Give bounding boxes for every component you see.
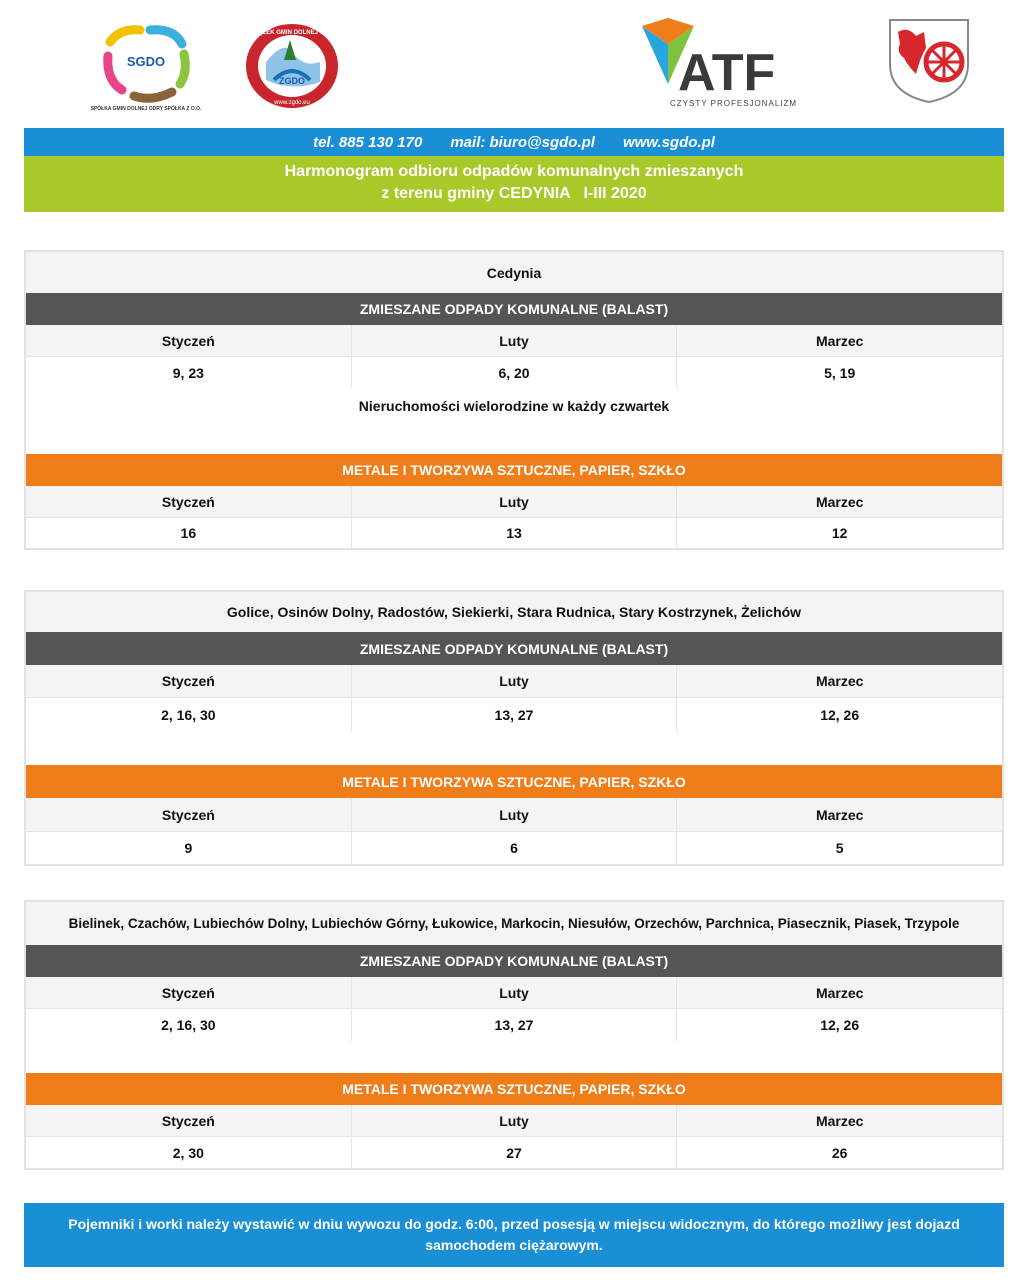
contact-phone[interactable]: tel. 885 130 170 — [313, 133, 423, 151]
zgdo-logo-graphic — [244, 22, 340, 110]
mixed-waste-label: ZMIESZANE ODPADY KOMUNALNE (BALAST) — [359, 301, 669, 317]
recycle-label: METALE I TWORZYWA SZTUCZNE, PAPIER, SZKŁO — [342, 462, 686, 478]
date-cell-february: 6, 20 — [352, 357, 678, 388]
mixed-waste-header — [26, 632, 1002, 665]
month-february: Luty — [352, 798, 678, 831]
recycle-header — [26, 765, 1002, 798]
date-cell-january: 2, 30 — [26, 1137, 352, 1168]
date-cell-february: 13, 27 — [352, 698, 678, 732]
date-cell-february: 13, 27 — [352, 1009, 678, 1041]
contact-website[interactable]: www.sgdo.pl — [622, 133, 715, 151]
date-cell-january: 2, 16, 30 — [26, 1009, 352, 1041]
date-cell-february: 27 — [352, 1137, 678, 1168]
coat-of-arms-logo — [886, 18, 972, 104]
location-header — [26, 592, 1002, 632]
month-march: Marzec — [815, 806, 864, 823]
atf-logo-graphic — [640, 18, 800, 110]
date-cell-march: 12, 26 — [820, 707, 860, 723]
months-row — [26, 798, 1002, 832]
month-march: Marzec — [815, 984, 864, 1001]
recycle-label: METALE I TWORZYWA SZTUCZNE, PAPIER, SZKŁO — [342, 1081, 686, 1097]
mixed-waste-header — [26, 293, 1002, 325]
months-row — [26, 325, 1002, 357]
svg-text:SGDO: SGDO — [126, 54, 166, 69]
mixed-waste-label: ZMIESZANE ODPADY KOMUNALNE (BALAST) — [359, 640, 669, 657]
sgdo-logo — [90, 22, 202, 117]
location-header — [26, 252, 1002, 293]
note-text: Nieruchomości wielorodzine w każdy czwartek — [358, 398, 670, 414]
months-row — [26, 665, 1002, 698]
months-row — [26, 1105, 1002, 1137]
month-february: Luty — [352, 665, 678, 697]
schedule-section-bielinek — [24, 900, 1004, 1170]
date-cell-january: 9, 23 — [26, 357, 352, 388]
sgdo-logo-graphic — [90, 22, 202, 117]
month-march: Marzec — [815, 332, 864, 349]
schedule-section-golice — [24, 590, 1004, 866]
month-february: Luty — [352, 977, 678, 1008]
svg-text:ZWIĄZEK GMIN DOLNEJ ODRY: ZWIĄZEK GMIN DOLNEJ ODRY — [247, 30, 337, 36]
date-cell-march: 12, 26 — [820, 1017, 860, 1033]
eagle-wheel-crest-icon — [886, 18, 972, 104]
month-january: Styczeń — [26, 486, 352, 517]
contact-email[interactable]: mail: biuro@sgdo.pl — [450, 133, 595, 151]
atf-logo — [640, 18, 800, 110]
mixed-waste-label: ZMIESZANE ODPADY KOMUNALNE (BALAST) — [359, 953, 669, 969]
zgdo-logo — [244, 22, 340, 110]
date-cell-march: 5 — [835, 840, 844, 856]
date-cell-february: 6 — [352, 832, 678, 864]
month-january: Styczeń — [26, 977, 352, 1008]
date-cell-february: 13 — [352, 518, 678, 548]
svg-text:ATF: ATF — [678, 44, 776, 102]
month-january: Styczeń — [26, 665, 352, 697]
footer-notice — [24, 1203, 1004, 1267]
month-march: Marzec — [815, 1112, 864, 1129]
contact-bar — [24, 128, 1004, 156]
spacer-row — [26, 732, 1002, 765]
recycle-dates-row — [26, 518, 1002, 548]
recycle-header — [26, 454, 1002, 486]
recycle-label: METALE I TWORZYWA SZTUCZNE, PAPIER, SZKŁO — [342, 773, 686, 790]
mixed-waste-header — [26, 945, 1002, 977]
month-february: Luty — [352, 486, 678, 517]
month-january: Styczeń — [26, 1105, 352, 1136]
spacer-row — [26, 424, 1002, 454]
date-cell-january: 16 — [26, 518, 352, 548]
svg-text:ZGDO: ZGDO — [279, 76, 305, 86]
month-january: Styczeń — [26, 325, 352, 356]
logo-header — [0, 0, 1024, 125]
location-header — [26, 902, 1002, 945]
mixed-dates-row — [26, 1009, 1002, 1041]
svg-text:SPÓŁKA GMIN DOLNEJ ODRY SPÓŁKA: SPÓŁKA GMIN DOLNEJ ODRY SPÓŁKA Z O.O. — [90, 106, 202, 112]
svg-text:www.zgdo.eu: www.zgdo.eu — [274, 100, 310, 106]
date-cell-january: 2, 16, 30 — [26, 698, 352, 732]
location-name: Golice, Osinów Dolny, Radostów, Siekierki, Stara Rudnica, Stary Kostrzynek, Żelichów — [226, 604, 802, 620]
schedule-section-cedynia — [24, 250, 1004, 550]
title-line-1: Harmonogram odbioru odpadów komunalnych zmieszanych — [284, 163, 744, 180]
footer-text: Pojemniki i worki należy wystawić w dniu wywozu do godz. 6:00, przed posesją w miejscu widocznym, do którego możliwy jest dojazd samochodem ciężarowym. — [68, 1216, 960, 1253]
title-line-2: z terenu gminy CEDYNIA I-III 2020 — [381, 185, 647, 202]
note-row — [26, 388, 1002, 424]
mixed-dates-row — [26, 357, 1002, 388]
svg-text:CZYSTY PROFESJONALIZM: CZYSTY PROFESJONALIZM — [670, 99, 798, 108]
months-row — [26, 977, 1002, 1009]
recycle-header — [26, 1073, 1002, 1105]
recycle-dates-row — [26, 832, 1002, 864]
location-name: Cedynia — [486, 264, 542, 281]
mixed-dates-row — [26, 698, 1002, 732]
months-row — [26, 486, 1002, 518]
recycle-dates-row — [26, 1137, 1002, 1168]
date-cell-january: 9 — [26, 832, 352, 864]
spacer-row — [26, 1041, 1002, 1073]
location-name: Bielinek, Czachów, Lubiechów Dolny, Lubiechów Górny, Łukowice, Markocin, Niesułów, Orzechów, Parchnica, Piasecznik, Piasek, Trzypole — [68, 916, 960, 931]
month-february: Luty — [352, 325, 678, 356]
month-february: Luty — [352, 1105, 678, 1136]
month-march: Marzec — [815, 493, 864, 510]
date-cell-march: 12 — [831, 525, 848, 541]
date-cell-march: 26 — [831, 1144, 848, 1161]
month-january: Styczeń — [26, 798, 352, 831]
date-cell-march: 5, 19 — [824, 364, 856, 381]
title-bar — [24, 156, 1004, 212]
month-march: Marzec — [815, 673, 864, 689]
